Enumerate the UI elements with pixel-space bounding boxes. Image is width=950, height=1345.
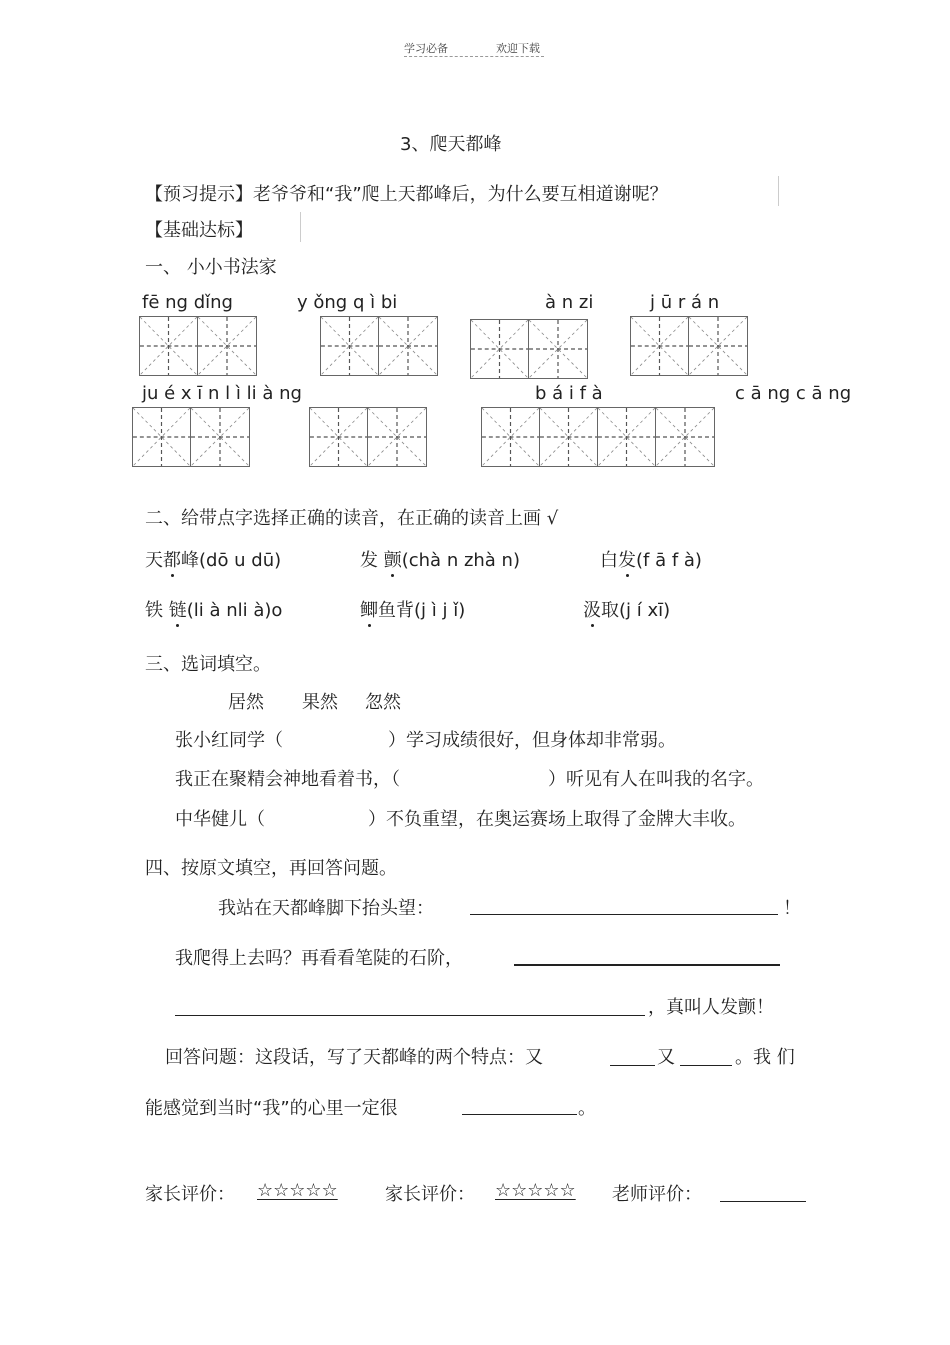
- writing-grid-3[interactable]: [470, 319, 588, 379]
- dotted-char: 汲: [583, 600, 601, 621]
- writing-cell[interactable]: [482, 408, 540, 466]
- reading-item-6: 汲取(j í xī): [583, 600, 671, 621]
- writing-cell[interactable]: [379, 317, 437, 375]
- page-title: 3、爬天都峰: [400, 134, 502, 155]
- fill-sentence-1-a: 张小红同学（: [175, 730, 283, 751]
- dotted-char: 颤: [383, 550, 402, 571]
- fill-sentence-3-b: ）不负重望，在奥运赛场上取得了金牌大丰收。: [368, 809, 746, 830]
- writing-grid-7[interactable]: [481, 407, 715, 467]
- writing-cell[interactable]: [140, 317, 198, 375]
- writing-cell[interactable]: [133, 408, 191, 466]
- reading-item-5: 鲫鱼背(j ì j ǐ): [360, 600, 466, 621]
- section4-title: 四、按原文填空，再回答问题。: [145, 858, 397, 879]
- dotted-char: 都: [163, 550, 181, 571]
- reading-item-4: 铁 链(li à nli à)o: [145, 600, 283, 621]
- word-option-1: 居然: [228, 692, 264, 713]
- question-text-c: 。我 们: [735, 1047, 795, 1068]
- writing-cell[interactable]: [598, 408, 656, 466]
- eval-label-3: 老师评价：: [612, 1184, 702, 1205]
- fill-sentence-3-a: 中华健儿（: [175, 809, 265, 830]
- writing-cell[interactable]: [471, 320, 529, 378]
- pinyin-1-2: y ǒng q ì bi: [297, 292, 398, 313]
- basic-divider: [300, 212, 301, 242]
- writing-cell[interactable]: [540, 408, 598, 466]
- section2-title: 二、给带点字选择正确的读音，在正确的读音上画 √: [145, 508, 559, 529]
- header-right: 欢迎下载: [496, 42, 540, 55]
- recall-line-1: 我站在天都峰脚下抬头望：: [218, 898, 434, 919]
- basic-label: 【基础达标】: [145, 220, 253, 241]
- word-option-3: 忽然: [365, 692, 401, 713]
- rating-stars-2[interactable]: ☆☆☆☆☆: [495, 1180, 576, 1201]
- reading-item-3: 白发(f ā f à): [600, 550, 702, 571]
- dotted-char: 发: [618, 550, 636, 571]
- preview-line: [145, 180, 668, 206]
- pinyin-2-1: ju é x ī n l ì li à ng: [142, 383, 302, 404]
- dotted-char: 鲫: [360, 600, 378, 621]
- section3-title: 三、选词填空。: [145, 654, 271, 675]
- preview-divider: [778, 176, 779, 206]
- answer-blank-2[interactable]: [514, 964, 780, 966]
- fill-sentence-1-b: ）学习成绩很好，但身体却非常弱。: [388, 730, 676, 751]
- writing-grid-1[interactable]: [139, 316, 257, 376]
- writing-cell[interactable]: [310, 408, 368, 466]
- writing-cell[interactable]: [529, 320, 587, 378]
- preview-text: 老爷爷和“我”爬上天都峰后，为什么要互相道谢呢？: [253, 184, 668, 205]
- writing-grid-5[interactable]: [132, 407, 250, 467]
- answer-blank-3[interactable]: [175, 1015, 645, 1016]
- writing-grid-4[interactable]: [630, 316, 748, 376]
- question-text-d: 能感觉到当时“我”的心里一定很: [145, 1098, 398, 1119]
- word-option-2: 果然: [302, 692, 338, 713]
- question-text-b: 又: [657, 1047, 675, 1068]
- recall-line-2: 我爬得上去吗？再看看笔陡的石阶，: [175, 948, 463, 969]
- writing-grid-6[interactable]: [309, 407, 427, 467]
- answer-blank-6[interactable]: [462, 1114, 577, 1115]
- fill-sentence-2-b: ）听见有人在叫我的名字。: [548, 769, 764, 790]
- pinyin-2-3: c ā ng c ā ng: [735, 383, 852, 404]
- question-text-e: 。: [578, 1098, 596, 1119]
- reading-item-1: 天都峰(dō u dū): [145, 550, 282, 571]
- recall-line-3-end: ，真叫人发颤！: [648, 997, 774, 1018]
- writing-cell[interactable]: [321, 317, 379, 375]
- writing-cell[interactable]: [368, 408, 426, 466]
- answer-blank-4[interactable]: [610, 1065, 655, 1066]
- answer-blank-1[interactable]: [470, 914, 778, 915]
- header-divider: [404, 56, 544, 57]
- recall-line-1-end: ！: [783, 898, 801, 919]
- teacher-eval-blank[interactable]: [720, 1201, 806, 1202]
- writing-grid-2[interactable]: [320, 316, 438, 376]
- pinyin-1-3: à n zi: [545, 292, 594, 313]
- header-left: 学习必备: [404, 42, 448, 55]
- reading-item-2: 发 颤(chà n zhà n): [360, 550, 520, 571]
- preview-label: 【预习提示】: [145, 184, 253, 205]
- rating-stars-1[interactable]: ☆☆☆☆☆: [257, 1180, 338, 1201]
- pinyin-1-1: fē ng dǐng: [142, 292, 233, 313]
- section1-title: 一、 小小书法家: [145, 257, 277, 278]
- writing-cell[interactable]: [631, 317, 689, 375]
- pinyin-2-2: b á i f à: [535, 383, 603, 404]
- eval-label-1: 家长评价：: [145, 1184, 235, 1205]
- writing-cell[interactable]: [656, 408, 714, 466]
- writing-cell[interactable]: [689, 317, 747, 375]
- writing-cell[interactable]: [198, 317, 256, 375]
- question-text-a: 回答问题：这段话，写了天都峰的两个特点：又: [165, 1047, 543, 1068]
- dotted-char: 链: [168, 600, 187, 621]
- pinyin-1-4: j ū r á n: [650, 292, 720, 313]
- fill-sentence-2-a: 我正在聚精会神地看着书，（: [175, 769, 400, 790]
- writing-cell[interactable]: [191, 408, 249, 466]
- answer-blank-5[interactable]: [680, 1065, 732, 1066]
- eval-label-2: 家长评价：: [385, 1184, 475, 1205]
